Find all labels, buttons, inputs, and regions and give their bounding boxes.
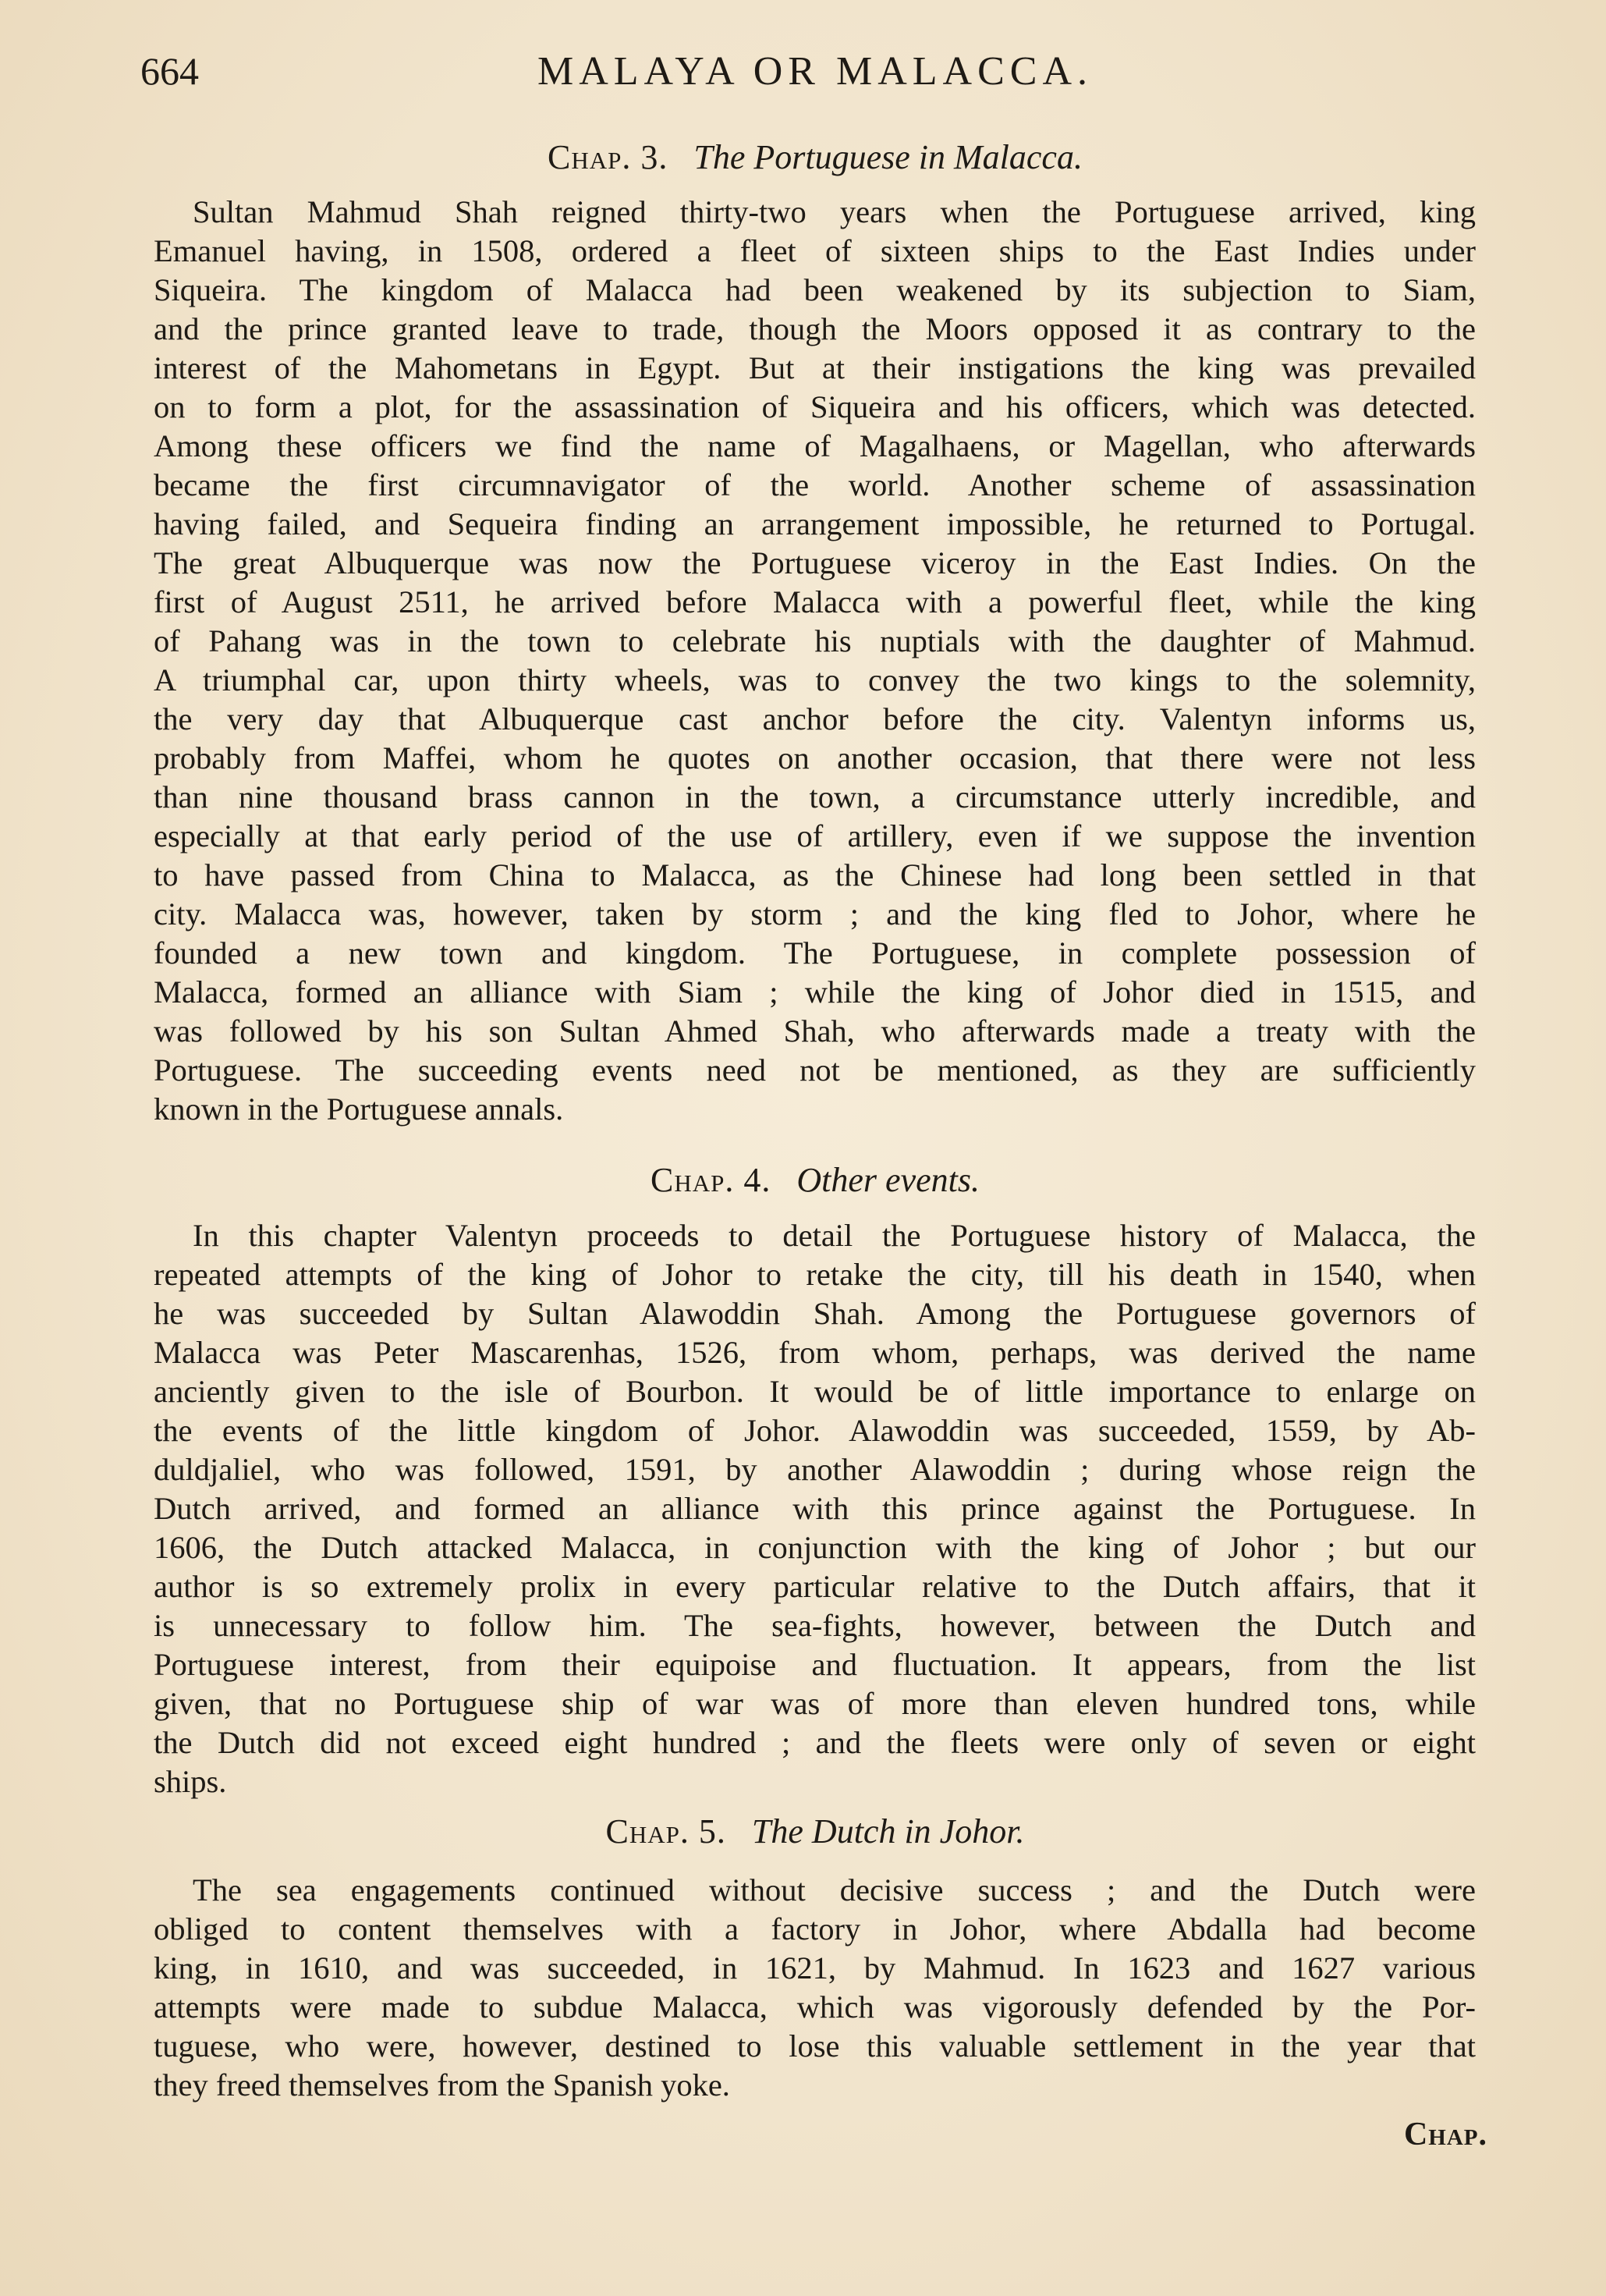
text-line: Dutch arrived, and formed an alliance with this prince against the Portuguese. In: [154, 1491, 1476, 1526]
text-line: Malacca was Peter Mascarenhas, 1526, from whom, perhaps, was derived the name: [154, 1335, 1476, 1370]
text-line: the very day that Albuquerque cast anchor before the city. Valentyn informs us,: [154, 701, 1476, 736]
text-line: The sea engagements continued without decisive success ; and the Dutch were: [193, 1872, 1476, 1907]
text-line: the events of the little kingdom of Johor. Alawoddin was succeeded, 1559, by Ab-: [154, 1413, 1476, 1448]
text-line: A triumphal car, upon thirty wheels, was to convey the two kings to the solemnity,: [154, 662, 1476, 697]
chapter-title: Other events.: [796, 1161, 980, 1199]
text-line: Portuguese interest, from their equipoise and fluctuation. It appears, from the list: [154, 1647, 1476, 1682]
text-line: Sultan Mahmud Shah reigned thirty-two years when the Portuguese arrived, king: [193, 194, 1476, 229]
text-line: to have passed from China to Malacca, as the Chinese had long been settled in that: [154, 857, 1476, 892]
chapter-number: Chap. 5.: [605, 1812, 726, 1851]
chapter-title: The Portuguese in Malacca.: [693, 138, 1083, 176]
text-line: duldjaliel, who was followed, 1591, by another Alawoddin ; during whose reign the: [154, 1452, 1476, 1487]
text-line: ships.: [154, 1764, 227, 1799]
page-number: 664: [140, 49, 199, 93]
text-line: first of August 2511, he arrived before Malacca with a powerful fleet, while the king: [154, 584, 1476, 619]
catchword: Chap.: [1403, 2117, 1487, 2152]
chapter-number: Chap. 4.: [651, 1161, 771, 1199]
running-head: [140, 48, 1490, 103]
text-line: interest of the Mahometans in Egypt. But at their instigations the king was prevailed: [154, 350, 1476, 385]
chapter-heading: [152, 137, 1478, 177]
chapter-body: [154, 1216, 1476, 1801]
text-line: Emanuel having, in 1508, ordered a fleet of sixteen ships to the East Indies under: [154, 233, 1476, 268]
text-line: given, that no Portuguese ship of war was of more than eleven hundred tons, while: [154, 1686, 1476, 1721]
text-line: Siqueira. The kingdom of Malacca had been weakened by its subjection to Siam,: [154, 272, 1476, 307]
text-line: obliged to content themselves with a factory in Johor, where Abdalla had become: [154, 1911, 1476, 1946]
text-line: The great Albuquerque was now the Portuguese viceroy in the East Indies. On the: [154, 545, 1476, 580]
chapter-title: The Dutch in Johor.: [751, 1812, 1025, 1851]
text-line: especially at that early period of the use of artillery, even if we suppose the invention: [154, 818, 1476, 853]
text-line: Among these officers we find the name of Magalhaens, or Magellan, who afterwards: [154, 428, 1476, 463]
text-line: and the prince granted leave to trade, though the Moors opposed it as contrary to the: [154, 311, 1476, 346]
text-line: founded a new town and kingdom. The Portuguese, in complete possession of: [154, 935, 1476, 971]
chapter-body: [154, 1871, 1476, 2105]
text-line: attempts were made to subdue Malacca, which was vigorously defended by the Por-: [154, 1989, 1476, 2025]
text-line: repeated attempts of the king of Johor to retake the city, till his death in 1540, when: [154, 1257, 1476, 1292]
text-line: 1606, the Dutch attacked Malacca, in conjunction with the king of Johor ; but our: [154, 1530, 1476, 1565]
text-line: they freed themselves from the Spanish yoke.: [154, 2067, 730, 2103]
text-line: Portuguese. The succeeding events need not be mentioned, as they are sufficiently: [154, 1052, 1476, 1088]
text-line: city. Malacca was, however, taken by storm ; and the king fled to Johor, where he: [154, 896, 1476, 932]
text-line: anciently given to the isle of Bourbon. It would be of little importance to enlarge on: [154, 1374, 1476, 1409]
text-line: of Pahang was in the town to celebrate his nuptials with the daughter of Mahmud.: [154, 623, 1476, 658]
chapter-heading: [152, 1812, 1478, 1851]
text-line: author is so extremely prolix in every particular relative to the Dutch affairs, that it: [154, 1569, 1476, 1604]
text-line: was followed by his son Sultan Ahmed Shah, who afterwards made a treaty with the: [154, 1013, 1476, 1049]
chapter-number: Chap. 3.: [548, 138, 668, 176]
chapter-body: [154, 193, 1476, 1129]
text-line: Malacca, formed an alliance with Siam ; while the king of Johor died in 1515, and: [154, 974, 1476, 1010]
text-line: he was succeeded by Sultan Alawoddin Shah. Among the Portuguese governors of: [154, 1296, 1476, 1331]
text-line: is unnecessary to follow him. The sea-fights, however, between the Dutch and: [154, 1608, 1476, 1643]
text-line: known in the Portuguese annals.: [154, 1091, 564, 1127]
text-line: tuguese, who were, however, destined to lose this valuable settlement in the year that: [154, 2028, 1476, 2064]
text-line: became the first circumnavigator of the world. Another scheme of assassination: [154, 467, 1476, 502]
chapter-heading: [152, 1160, 1478, 1200]
text-line: In this chapter Valentyn proceeds to detail the Portuguese history of Malacca, the: [193, 1218, 1476, 1253]
text-line: king, in 1610, and was succeeded, in 1621, by Mahmud. In 1623 and 1627 various: [154, 1950, 1476, 1985]
text-line: on to form a plot, for the assassination of Siqueira and his officers, which was detected.: [154, 389, 1476, 424]
text-line: the Dutch did not exceed eight hundred ; and the fleets were only of seven or eight: [154, 1725, 1476, 1760]
page-title: MALAYA OR MALACCA.: [537, 49, 1094, 94]
text-line: having failed, and Sequeira finding an arrangement impossible, he returned to Portugal.: [154, 506, 1476, 541]
text-line: probably from Maffei, whom he quotes on another occasion, that there were not less: [154, 740, 1476, 775]
text-line: than nine thousand brass cannon in the town, a circumstance utterly incredible, and: [154, 779, 1476, 814]
